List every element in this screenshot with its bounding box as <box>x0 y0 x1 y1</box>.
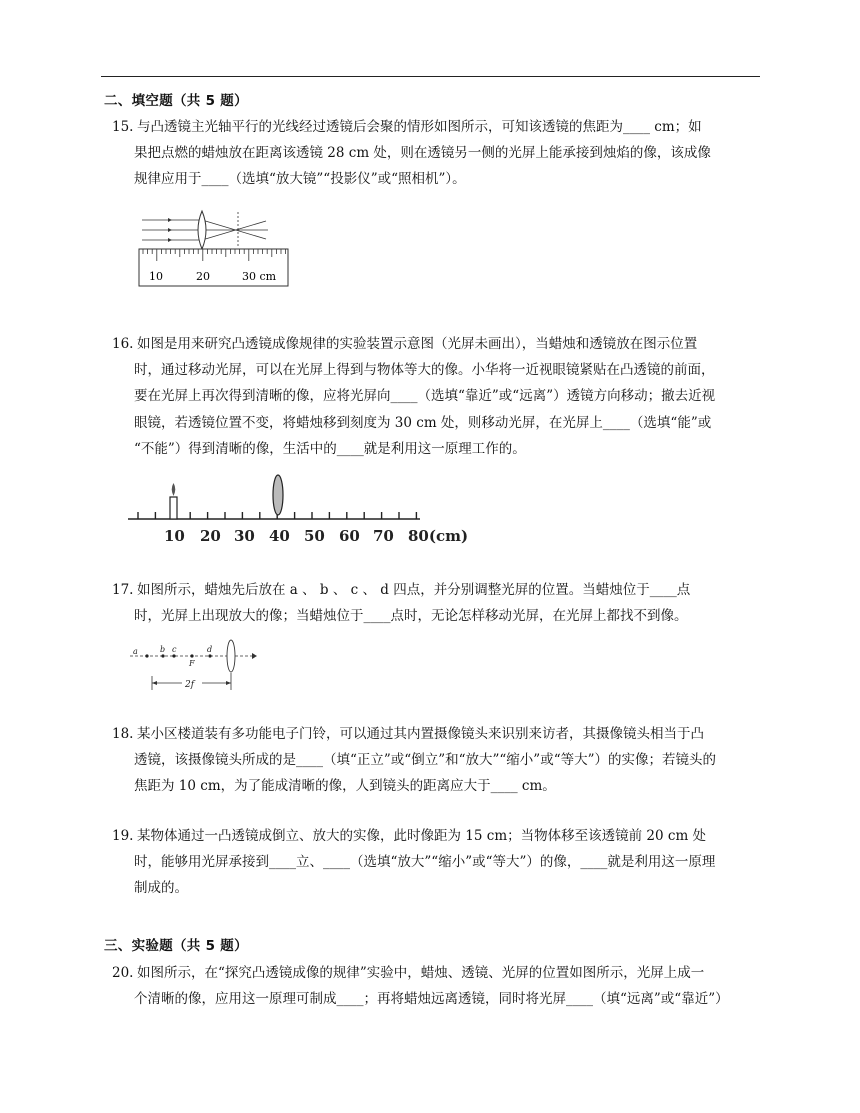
question-line: 如图是用来研究凸透镜成像规律的实验装置示意图（光屏未画出），当蜡烛和透镜放在图示位置 <box>137 336 698 352</box>
point-label: a <box>133 647 138 656</box>
question-line: 时，光屏上出现放大的像；当蜡烛位于____点时，无论怎样移动光屏，在光屏上都找不到像。 <box>134 608 688 624</box>
header-rule <box>101 76 760 77</box>
ruler-label: 10 <box>149 270 163 283</box>
bench-label: 70 <box>373 527 394 545</box>
candle-flame <box>172 483 176 496</box>
candle <box>170 497 177 519</box>
question-line: 如图所示，蜡烛先后放在 a 、 b 、 c 、 d 四点，并分别调整光屏的位置。当蜡烛位于____点 <box>137 582 691 598</box>
bench-label: 10 <box>164 527 185 545</box>
question-number: 15. <box>112 119 134 135</box>
point-label: c <box>172 645 177 654</box>
question-line: 某物体通过一凸透镜成倒立、放大的实像，此时像距为 15 cm；当物体移至该透镜前 20 cm 处 <box>137 828 707 844</box>
question-number: 18. <box>112 726 134 742</box>
ruler-label: 20 <box>196 270 210 283</box>
question-line: 与凸透镜主光轴平行的光线经过透镜后会聚的情形如图所示，可知该透镜的焦距为____ cm；如 <box>137 119 702 135</box>
question-line: 果把点燃的蜡烛放在距离该透镜 28 cm 处，则在透镜另一侧的光屏上能承接到烛焰的像，该成像 <box>134 145 711 161</box>
question-number: 19. <box>112 828 134 844</box>
question-line: 时，通过移动光屏，可以在光屏上得到与物体等大的像。小华将一近视眼镜紧贴在凸透镜的前面， <box>134 362 715 378</box>
bench-label: 40 <box>269 527 290 545</box>
question-line: “不能”）得到清晰的像，生活中的____就是利用这一原理工作的。 <box>134 441 526 457</box>
optical-bench-figure <box>128 474 469 546</box>
question-number: 17. <box>112 582 134 598</box>
question-line: 某小区楼道装有多功能电子门铃，可以通过其内置摄像镜头来识别来访者，其摄像镜头相当于凸 <box>137 726 704 742</box>
question-number: 20. <box>112 965 134 981</box>
question-line: 个清晰的像，应用这一原理可制成____；再将蜡烛远离透镜，同时将光屏____（填“远离”或“靠近”） <box>134 991 729 1007</box>
bench-label: 60 <box>339 527 360 545</box>
question-number: 16. <box>112 336 134 352</box>
question-line: 要在光屏上再次得到清晰的像，应将光屏向____（选填“靠近”或“远离”）透镜方向移动；撤去近视 <box>134 388 716 404</box>
point-label: F <box>189 659 195 668</box>
question-line: 时，能够用光屏承接到____立、____（选填“放大”“缩小”或“等大”）的像，____就是利用这一原理 <box>134 854 716 870</box>
question-line: 眼镜，若透镜位置不变，将蜡烛移到刻度为 30 cm 处，则移动光屏，在光屏上____（选填“能”或 <box>134 415 712 431</box>
lens <box>273 475 283 515</box>
question-line: 透镜，该摄像镜头所成的是____（填“正立”或“倒立”和“放大”“缩小”或“等大”）的实像；若镜头的 <box>134 752 717 768</box>
point-label: b <box>160 645 166 654</box>
section-title-experiment: 三、实验题（共 5 题） <box>104 938 248 954</box>
bench-label: 50 <box>304 527 325 545</box>
lens-points-figure <box>130 640 258 692</box>
section-title-fill-in: 二、填空题（共 5 题） <box>104 93 248 109</box>
ruler-label: 30 cm <box>242 270 277 283</box>
distance-label: 2f <box>185 680 195 690</box>
bench-label: 80(cm) <box>408 527 469 545</box>
point-label: d <box>207 645 213 654</box>
question-line: 制成的。 <box>134 880 188 896</box>
bench-label: 20 <box>200 527 221 545</box>
question-line: 焦距为 10 cm，为了能成清晰的像，人到镜头的距离应大于____ cm。 <box>134 778 556 794</box>
bench-label: 30 <box>234 527 255 545</box>
question-line: 如图所示，在“探究凸透镜成像的规律”实验中，蜡烛、透镜、光屏的位置如图所示，光屏上成一 <box>137 965 705 981</box>
question-line: 规律应用于____（选填“放大镜”“投影仪”或“照相机”）。 <box>134 171 466 187</box>
lens-focus-figure <box>138 208 290 288</box>
lens <box>227 640 235 672</box>
